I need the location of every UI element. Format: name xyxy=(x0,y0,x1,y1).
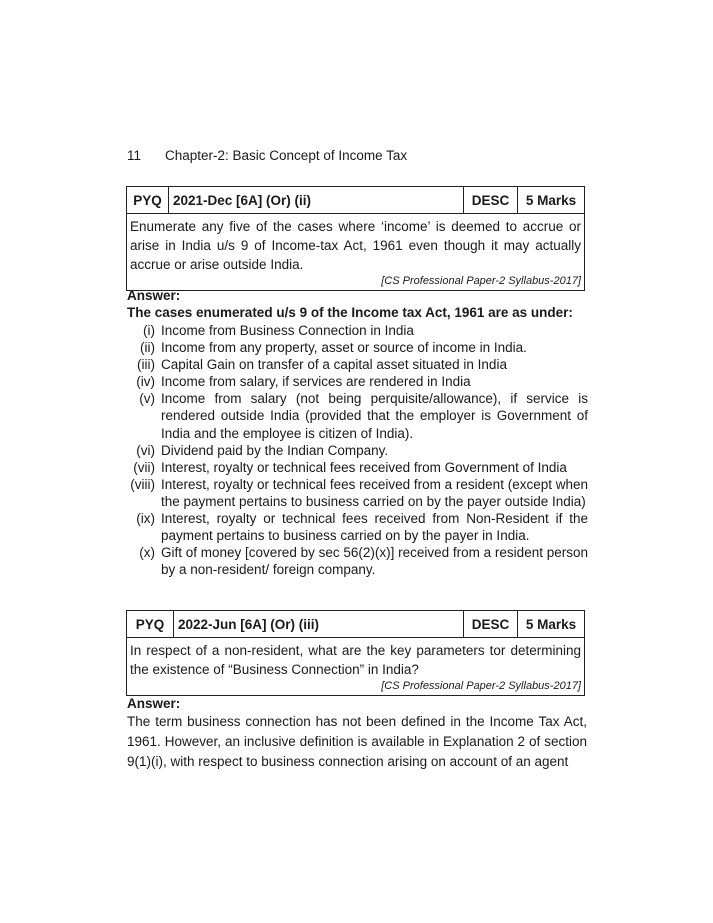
item-text: Interest, royalty or technical fees received from a resident (except when the payment pertains to business carried on by the payer outside India) xyxy=(161,476,588,509)
page-number: 11 xyxy=(127,148,142,163)
item-text: Interest, royalty or technical fees received from Non-Resident if the payment pertains to business carried on by the payer in India. xyxy=(161,511,588,544)
question-text: In respect of a non-resident, what are the key parameters tor determining the existence of “Business Connection” in India? xyxy=(130,643,581,677)
question-body xyxy=(127,214,584,290)
list-item xyxy=(127,442,588,459)
question-type: DESC xyxy=(464,187,518,213)
list-item xyxy=(127,459,588,476)
item-text: Income from salary (not being perquisite/allowance), if service is rendered outside India (provided that the employer is Government of India and the employee is citizen of India). xyxy=(161,391,588,441)
item-number: (ix) xyxy=(136,511,155,527)
item-number: (x) xyxy=(139,545,155,561)
question-header xyxy=(127,187,584,214)
item-number: (iii) xyxy=(137,357,155,373)
list-item xyxy=(127,544,588,578)
question-marks: 5 Marks xyxy=(525,616,577,632)
answer-paragraph: The term business connection has not been defined in the Income Tax Act, 1961. However, an inclusive definition is available in Explanation 2 of section 9(1)(i), with respect to business connection arising on account of an agent xyxy=(127,714,587,769)
pyq-tag: PYQ xyxy=(127,611,174,637)
answer-label-2: Answer: xyxy=(127,696,181,711)
list-item xyxy=(127,510,588,544)
item-number: (i) xyxy=(143,323,155,338)
answer-list xyxy=(127,322,588,578)
item-number: (ii) xyxy=(140,340,155,356)
list-item xyxy=(127,373,588,390)
item-number: (viii) xyxy=(130,476,155,492)
list-item xyxy=(127,390,588,441)
item-text: Gift of money [covered by sec 56(2)(x)] received from a resident person by a non-resident/ foreign company. xyxy=(161,545,588,578)
item-text: Interest, royalty or technical fees received from Government of India xyxy=(161,459,567,475)
pyq-tag: PYQ xyxy=(127,187,169,213)
item-number: (v) xyxy=(139,391,155,407)
item-text: Income from any property, asset or source of income in India. xyxy=(161,340,527,356)
item-text: Income from Business Connection in India xyxy=(161,323,414,338)
item-number: (iv) xyxy=(136,374,155,390)
question-reference: 2022-Jun [6A] (Or) (iii) xyxy=(174,611,464,637)
item-text: Capital Gain on transfer of a capital asset situated in India xyxy=(161,357,507,373)
answer-title: The cases enumerated u/s 9 of the Income tax Act, 1961 are as under: xyxy=(127,305,573,320)
item-number: (vii) xyxy=(133,459,155,475)
item-number: (vi) xyxy=(136,442,155,458)
question-text: Enumerate any five of the cases where ‘income’ is deemed to accrue or arise in India u/s 9 of Income-tax Act, 1961 even though it may actually accrue or arise outside India. xyxy=(130,219,581,272)
answer-label: Answer: xyxy=(127,288,181,303)
question-reference: 2021-Dec [6A] (Or) (ii) xyxy=(169,187,464,213)
question-body xyxy=(127,638,584,695)
question-source: [CS Professional Paper-2 Syllabus-2017] xyxy=(381,275,581,287)
question-type: DESC xyxy=(464,611,518,637)
question-marks: 5 Marks xyxy=(525,192,577,208)
question-source: [CS Professional Paper-2 Syllabus-2017] xyxy=(381,680,581,692)
list-item xyxy=(127,322,588,339)
item-text: Dividend paid by the Indian Company. xyxy=(161,442,389,458)
list-item xyxy=(127,339,588,356)
question-box-1 xyxy=(126,186,585,291)
page-header xyxy=(127,148,407,163)
question-header xyxy=(127,611,584,638)
item-text: Income from salary, if services are rendered in India xyxy=(161,374,471,390)
question-box-2 xyxy=(126,610,585,696)
chapter-title: Chapter-2: Basic Concept of Income Tax xyxy=(165,148,408,163)
list-item xyxy=(127,476,588,510)
list-item xyxy=(127,356,588,373)
